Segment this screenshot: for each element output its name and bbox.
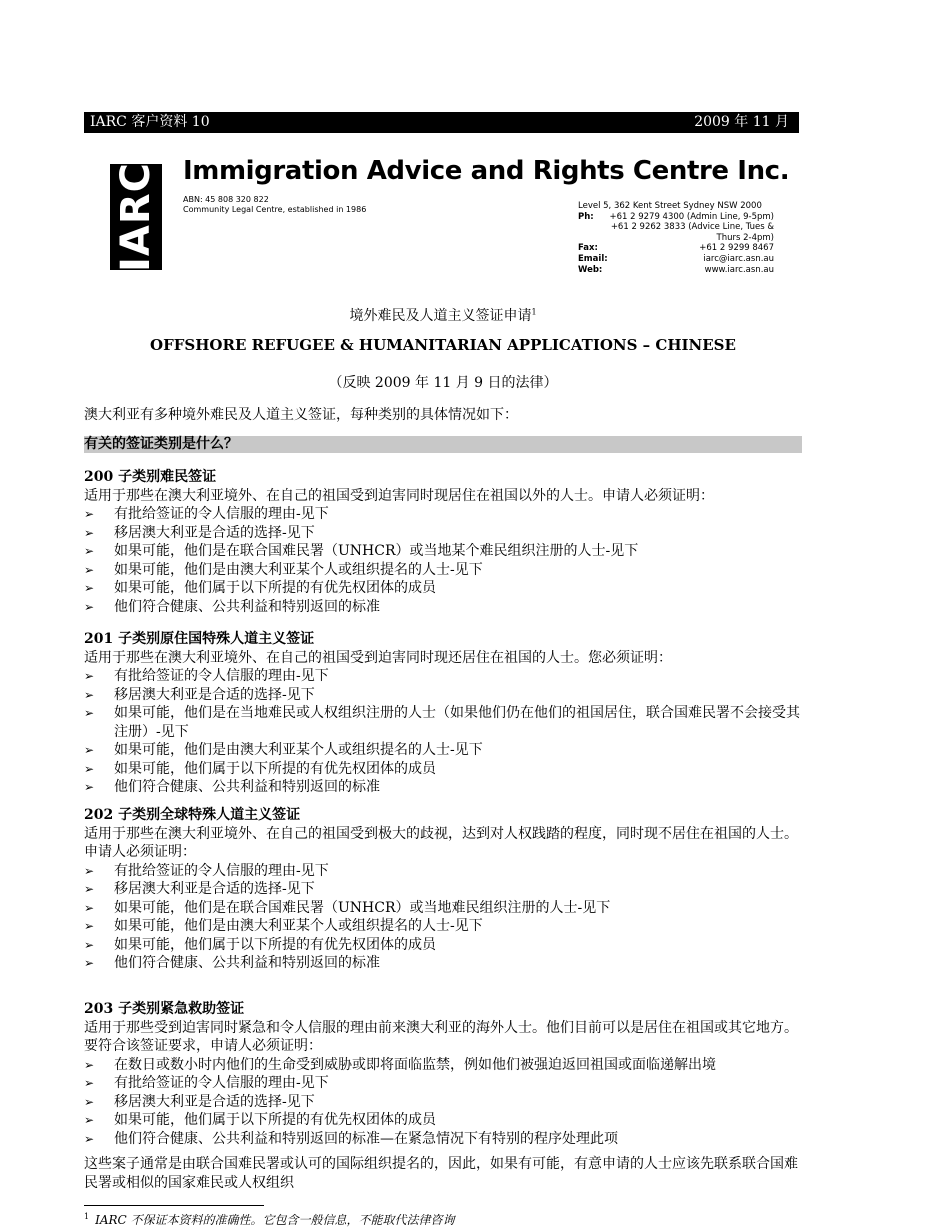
visa-heading: 200 子类别难民签证 xyxy=(84,469,217,485)
arrow-bullet-icon: ➢ xyxy=(84,1076,95,1090)
visa-heading: 203 子类别紧急救助签证 xyxy=(84,1001,245,1017)
list-item-text: 如果可能，他们属于以下所提的有优先权团体的成员 xyxy=(114,580,436,596)
list-item xyxy=(84,579,804,598)
header-date: 2009 年 11 月 xyxy=(694,114,789,130)
list-item xyxy=(84,760,804,779)
law-date-note: （反映 2009 年 11 月 9 日的法律） xyxy=(328,375,558,391)
iarc-logo xyxy=(110,164,162,270)
org-details xyxy=(183,195,366,215)
list-item xyxy=(84,1056,804,1075)
footnote-ref: 1 xyxy=(531,307,537,317)
list-item-text: 有批给签证的令人信服的理由-见下 xyxy=(114,506,329,522)
visa-section-202 xyxy=(84,806,804,973)
contact-phone-row xyxy=(578,212,774,223)
list-item xyxy=(84,686,804,705)
phone-1: +61 2 9279 4300 (Admin Line, 9-5pm) xyxy=(609,211,774,222)
arrow-bullet-icon: ➢ xyxy=(84,687,95,702)
list-item-text: 如果可能，他们属于以下所提的有优先权团体的成员 xyxy=(114,760,436,777)
list-item xyxy=(84,880,804,899)
arrow-bullet-icon: ➢ xyxy=(84,900,95,915)
list-item xyxy=(84,542,804,561)
requirement-list xyxy=(84,1056,804,1149)
visa-section-203 xyxy=(84,1000,804,1148)
list-item-text: 他们符合健康、公共利益和特别返回的标准 xyxy=(114,598,380,615)
visa-description: 适用于那些在澳大利亚境外、在自己的祖国受到极大的歧视，达到对人权践踏的程度，同时现不居住在祖国的人士。申请人必须证明： xyxy=(84,825,798,860)
list-item xyxy=(84,741,804,760)
list-item xyxy=(84,598,804,617)
arrow-bullet-icon: ➢ xyxy=(84,882,95,896)
logo-text: IARC xyxy=(113,162,159,272)
list-item-text: 如果可能，他们是在联合国难民署（UNHCR）或当地难民组织注册的人士-见下 xyxy=(114,899,611,916)
contact-phone-row-3 xyxy=(578,233,774,244)
list-item-text: 如果可能，他们是由澳大利亚某个人或组织提名的人士-见下 xyxy=(114,742,483,758)
header-left: IARC 客户资料 10 xyxy=(90,114,210,130)
arrow-bullet-icon: ➢ xyxy=(84,669,95,683)
arrow-bullet-icon: ➢ xyxy=(84,937,95,952)
footnote-number: 1 xyxy=(84,1212,90,1221)
contact-web-row xyxy=(578,265,774,276)
arrow-bullet-icon: ➢ xyxy=(84,780,95,794)
list-item-text: 如果可能，他们属于以下所提的有优先权团体的成员 xyxy=(114,936,436,953)
list-item xyxy=(84,917,804,936)
web-value: www.iarc.asn.au xyxy=(704,264,774,275)
arrow-bullet-icon: ➢ xyxy=(84,1094,95,1109)
requirement-list xyxy=(84,862,804,973)
title-english: OFFSHORE REFUGEE & HUMANITARIAN APPLICATIONS – CHINESE xyxy=(150,336,736,354)
org-tagline: Community Legal Centre, established in 1986 xyxy=(183,205,367,214)
list-item-text: 有批给签证的令人信服的理由-见下 xyxy=(114,668,329,684)
title-chinese-text: 境外难民及人道主义签证申请 xyxy=(349,308,532,324)
list-item-text: 如果可能，他们是由澳大利亚某个人或组织提名的人士-见下 xyxy=(114,918,483,934)
list-item xyxy=(84,778,804,797)
arrow-bullet-icon: ➢ xyxy=(84,1057,95,1072)
arrow-bullet-icon: ➢ xyxy=(84,507,95,521)
arrow-bullet-icon: ➢ xyxy=(84,599,95,614)
arrow-bullet-icon: ➢ xyxy=(84,863,95,878)
footnote-text: IARC 不保证本资料的准确性。它包含一般信息，不能取代法律咨询 xyxy=(95,1213,455,1227)
list-item xyxy=(84,524,804,543)
org-abn: ABN: 45 808 320 822 xyxy=(183,195,269,204)
arrow-bullet-icon: ➢ xyxy=(84,706,95,720)
footnote-divider xyxy=(84,1205,264,1206)
list-item-text: 在数日或数小时内他们的生命受到威胁或即将面临监禁，例如他们被强迫返回祖国或面临递解出境 xyxy=(114,1056,716,1073)
header-bar xyxy=(84,112,799,133)
email-label: Email: xyxy=(578,253,608,264)
list-item xyxy=(84,862,804,881)
visa-description: 适用于那些在澳大利亚境外、在自己的祖国受到迫害同时现还居住在祖国的人士。您必须证明： xyxy=(84,649,672,666)
arrow-bullet-icon: ➢ xyxy=(84,525,95,540)
list-item-text: 如果可能，他们是在联合国难民署（UNHCR）或当地某个难民组织注册的人士-见下 xyxy=(114,543,639,559)
visa-description: 适用于那些受到迫害同时紧急和令人信服的理由前来澳大利亚的海外人士。他们目前可以是居住在祖国或其它地方。要符合该签证要求，申请人必须证明： xyxy=(84,1019,798,1054)
requirement-list xyxy=(84,667,804,797)
contact-block xyxy=(578,201,774,275)
list-item xyxy=(84,704,804,741)
fax-value: +61 2 9299 8467 xyxy=(699,243,774,254)
list-item xyxy=(84,505,804,524)
list-item-text: 有批给签证的令人信服的理由-见下 xyxy=(114,1075,329,1091)
requirement-list xyxy=(84,505,804,616)
fax-label: Fax: xyxy=(578,243,598,254)
list-item xyxy=(84,954,804,973)
list-item xyxy=(84,1130,804,1149)
contact-email-row xyxy=(578,254,774,265)
arrow-bullet-icon: ➢ xyxy=(84,1113,95,1127)
footnote xyxy=(84,1211,455,1228)
section-heading: 有关的签证类别是什么？ xyxy=(84,436,802,453)
arrow-bullet-icon: ➢ xyxy=(84,761,95,776)
list-item xyxy=(84,667,804,686)
list-item-text: 如果可能，他们是由澳大利亚某个人或组织提名的人士-见下 xyxy=(114,561,483,578)
list-item-text: 移居澳大利亚是合适的选择-见下 xyxy=(114,524,315,541)
list-item-text: 他们符合健康、公共利益和特别返回的标准 xyxy=(114,955,380,971)
contact-address: Level 5, 362 Kent Street Sydney NSW 2000 xyxy=(578,201,762,211)
arrow-bullet-icon: ➢ xyxy=(84,956,95,970)
contact-fax-row xyxy=(578,243,774,254)
arrow-bullet-icon: ➢ xyxy=(84,919,95,933)
arrow-bullet-icon: ➢ xyxy=(84,562,95,577)
org-name: Immigration Advice and Rights Centre Inc. xyxy=(183,156,790,186)
intro-paragraph: 澳大利亚有多种境外难民及人道主义签证，每种类别的具体情况如下： xyxy=(84,407,518,423)
list-item-text: 他们符合健康、公共利益和特别返回的标准 xyxy=(114,779,380,795)
visa-heading: 202 子类别全球特殊人道主义签证 xyxy=(84,807,301,823)
arrow-bullet-icon: ➢ xyxy=(84,1131,95,1146)
list-item-text: 移居澳大利亚是合适的选择-见下 xyxy=(114,881,315,897)
visa-description: 适用于那些在澳大利亚境外、在自己的祖国受到迫害同时现居住在祖国以外的人士。申请人必须证明： xyxy=(84,487,714,504)
web-label: Web: xyxy=(578,264,603,275)
arrow-bullet-icon: ➢ xyxy=(84,581,95,595)
list-item xyxy=(84,936,804,955)
visa-heading: 201 子类别原住国特殊人道主义签证 xyxy=(84,631,315,647)
list-item xyxy=(84,1093,804,1112)
list-item-text: 如果可能，他们属于以下所提的有优先权团体的成员 xyxy=(114,1112,436,1128)
list-item-text: 移居澳大利亚是合适的选择-见下 xyxy=(114,686,315,703)
visa-section-200 xyxy=(84,468,804,616)
closing-paragraph: 这些案子通常是由联合国难民署或认可的国际组织提名的，因此，如果有可能，有意申请的人士应该先联系联合国难民署或相似的国家难民或人权组织 xyxy=(84,1156,798,1191)
title-chinese xyxy=(84,305,802,325)
arrow-bullet-icon: ➢ xyxy=(84,743,95,757)
list-item-text: 移居澳大利亚是合适的选择-见下 xyxy=(114,1093,315,1110)
list-item xyxy=(84,1074,804,1093)
email-value: iarc@iarc.asn.au xyxy=(703,253,774,264)
phone-2: +61 2 9262 3833 (Advice Line, Tues & xyxy=(610,222,774,233)
list-item xyxy=(84,899,804,918)
arrow-bullet-icon: ➢ xyxy=(84,544,95,558)
list-item xyxy=(84,561,804,580)
visa-section-201 xyxy=(84,630,804,797)
list-item xyxy=(84,1111,804,1130)
phone-3: Thurs 2-4pm) xyxy=(716,232,774,243)
phone-label: Ph: xyxy=(578,211,594,222)
contact-phone-row-2 xyxy=(578,222,774,233)
list-item-text: 如果可能，他们是在当地难民或人权组织注册的人士（如果他们仍在他们的祖国居住，联合国难民署不会接受其注册）-见下 xyxy=(114,705,800,740)
list-item-text: 有批给签证的令人信服的理由-见下 xyxy=(114,862,329,879)
list-item-text: 他们符合健康、公共利益和特别返回的标准—在紧急情况下有特别的程序处理此项 xyxy=(114,1130,618,1147)
